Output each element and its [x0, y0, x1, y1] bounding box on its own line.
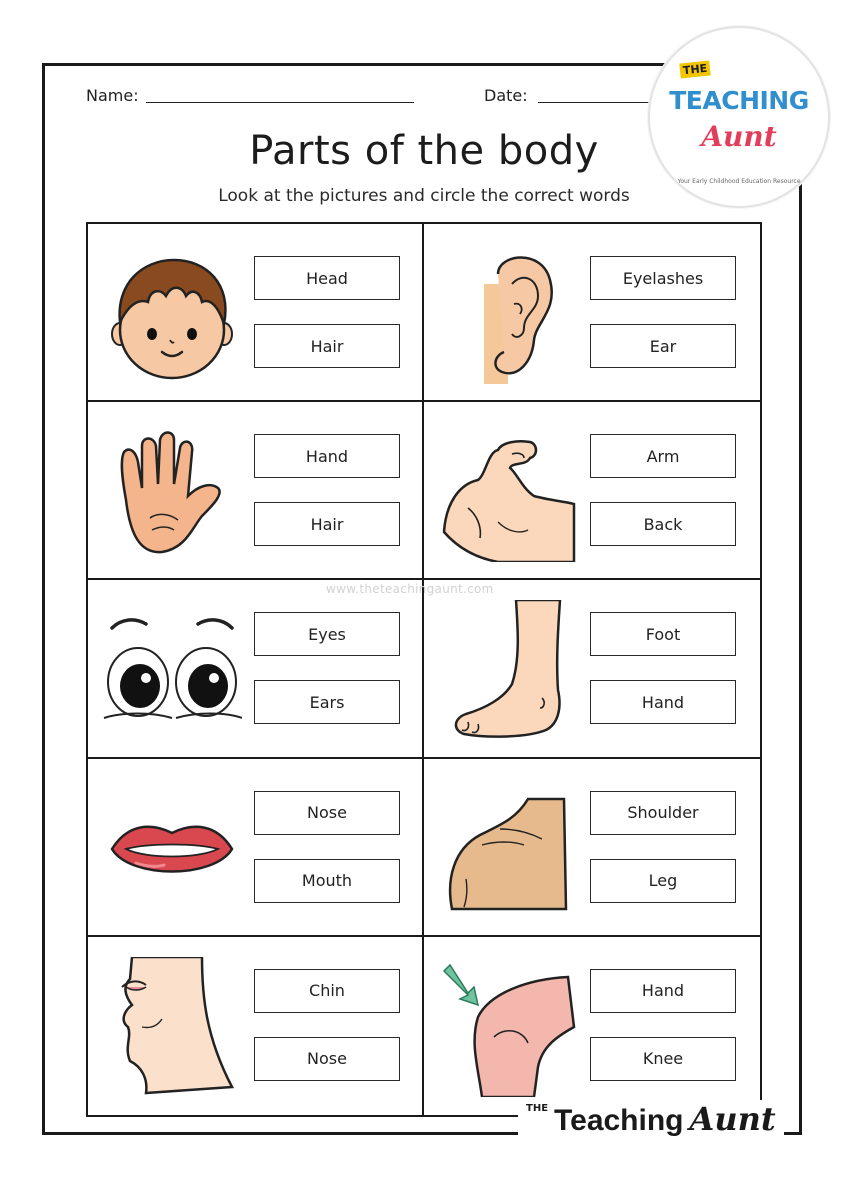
option-leg[interactable]: Leg	[590, 859, 736, 903]
shoulder-icon	[438, 779, 578, 919]
page-title: Parts of the body	[249, 128, 599, 174]
footer-teaching: Teaching	[554, 1104, 684, 1137]
cell-arm	[424, 402, 760, 580]
option-mouth[interactable]: Mouth	[254, 859, 400, 903]
option-back[interactable]: Back	[590, 502, 736, 546]
eyes-icon	[102, 600, 242, 740]
footer-aunt: Aunt	[689, 1100, 776, 1138]
teaching-aunt-logo	[648, 26, 830, 208]
option-chin[interactable]: Chin	[254, 969, 400, 1013]
cell-foot	[424, 580, 760, 758]
footer-the: THE	[526, 1103, 549, 1114]
cell-shoulder	[424, 759, 760, 937]
ear-icon	[438, 244, 578, 384]
logo-the: THE	[679, 60, 711, 78]
option-ear[interactable]: Ear	[590, 324, 736, 368]
logo-tagline: Your Early Childhood Education Resource	[677, 178, 801, 185]
option-eyes[interactable]: Eyes	[254, 612, 400, 656]
knee-icon	[438, 957, 578, 1097]
option-ears[interactable]: Ears	[254, 680, 400, 724]
option-knee[interactable]: Knee	[590, 1037, 736, 1081]
cell-mouth	[88, 759, 424, 937]
body-parts-grid	[86, 222, 762, 1117]
logo-aunt: Aunt	[701, 120, 777, 153]
instructions: Look at the pictures and circle the correct words	[218, 186, 630, 206]
name-label: Name:	[86, 86, 139, 105]
option-hand-3[interactable]: Hand	[590, 969, 736, 1013]
option-arm[interactable]: Arm	[590, 434, 736, 478]
foot-icon	[438, 600, 578, 740]
name-line[interactable]	[146, 102, 414, 103]
arm-icon	[438, 422, 578, 562]
option-nose[interactable]: Nose	[254, 791, 400, 835]
boy-head-icon	[102, 244, 242, 384]
option-eyelashes[interactable]: Eyelashes	[590, 256, 736, 300]
hand-icon	[102, 422, 242, 562]
cell-head	[88, 224, 424, 402]
option-hair-2[interactable]: Hair	[254, 502, 400, 546]
cell-knee	[424, 937, 760, 1115]
cell-ear	[424, 224, 760, 402]
option-foot[interactable]: Foot	[590, 612, 736, 656]
mouth-icon	[102, 779, 242, 919]
option-nose-2[interactable]: Nose	[254, 1037, 400, 1081]
option-head[interactable]: Head	[254, 256, 400, 300]
option-hair[interactable]: Hair	[254, 324, 400, 368]
date-line[interactable]	[538, 102, 650, 103]
option-hand[interactable]: Hand	[254, 434, 400, 478]
option-hand-2[interactable]: Hand	[590, 680, 736, 724]
chin-icon	[102, 957, 242, 1097]
cell-chin	[88, 937, 424, 1115]
cell-eyes	[88, 580, 424, 758]
option-shoulder[interactable]: Shoulder	[590, 791, 736, 835]
footer-logo	[518, 1100, 784, 1138]
cell-hand	[88, 402, 424, 580]
date-label: Date:	[484, 86, 528, 105]
watermark: www.theteachingaunt.com	[326, 582, 494, 596]
logo-teaching: TEACHING	[669, 86, 809, 115]
